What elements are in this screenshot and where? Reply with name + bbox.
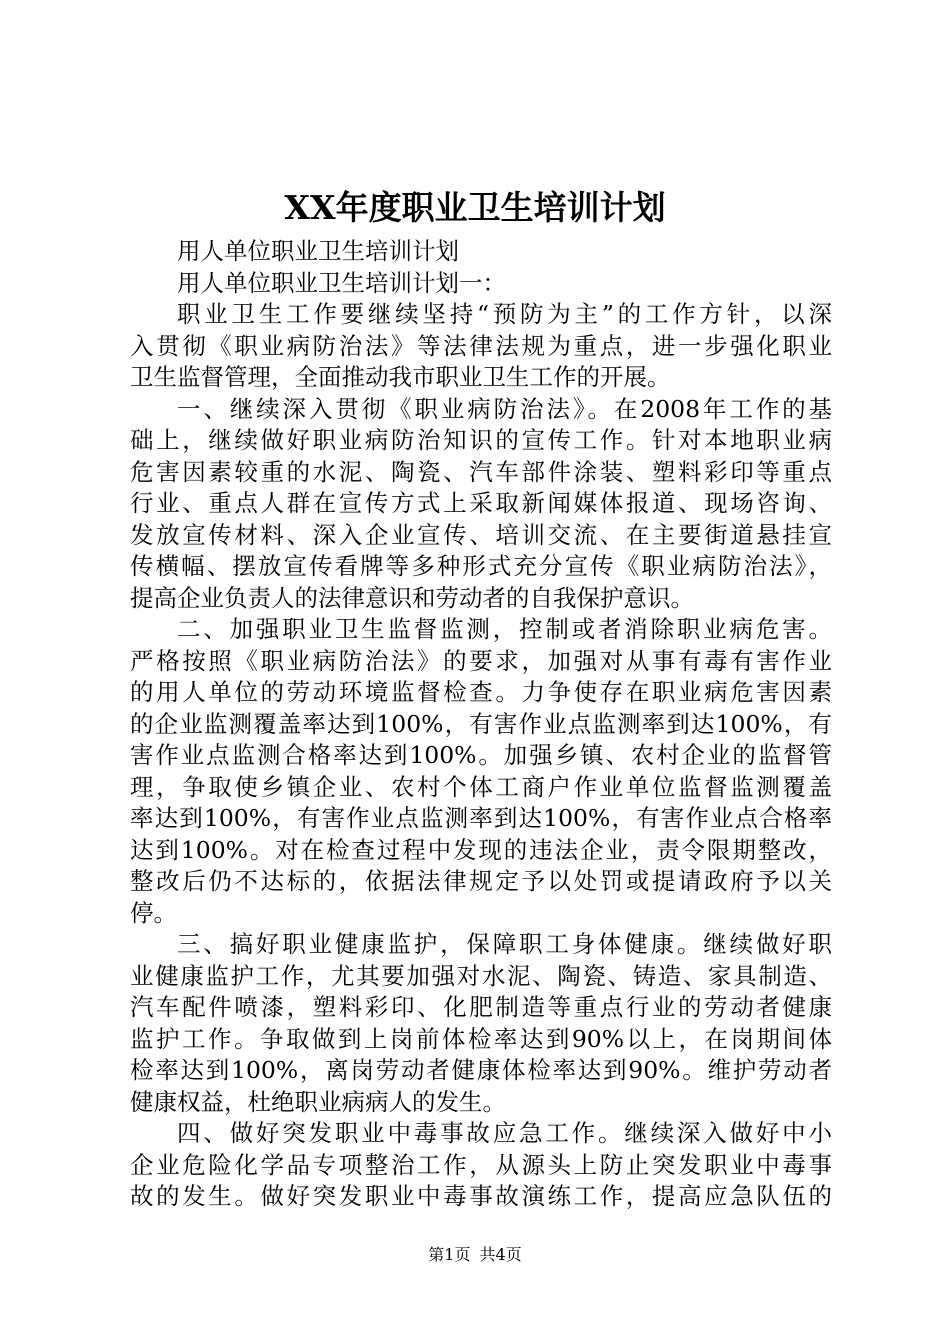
body-line: 四、做好突发职业中毒事故应急工作。继续深入做好中小 xyxy=(177,1119,832,1147)
page-number: 第1页 xyxy=(428,1245,471,1264)
body-line: 监护工作。争取做到上岗前体检率达到90%以上，在岗期间体 xyxy=(130,1024,832,1053)
body-line: 提高企业负责人的法律意识和劳动者的自我保护意识。 xyxy=(130,583,694,612)
body-line: 停。 xyxy=(130,898,177,927)
document-body xyxy=(130,236,832,1213)
body-line: 用人单位职业卫生培训计划 xyxy=(177,237,459,265)
body-line: 行业、重点人群在宣传方式上采取新闻媒体报道、现场咨询、 xyxy=(130,489,832,517)
body-line: 健康权益，杜绝职业病病人的发生。 xyxy=(130,1087,506,1116)
body-line: 理，争取使乡镇企业、农村个体工商户作业单位监督监测覆盖 xyxy=(130,772,832,801)
body-line: 整改后仍不达标的，依据法律规定予以处罚或提请政府予以关 xyxy=(130,867,832,895)
body-line: 业健康监护工作，尤其要加强对水泥、陶瓷、铸造、家具制造、 xyxy=(130,961,832,990)
page-total: 共4页 xyxy=(479,1245,522,1264)
body-line: 用人单位职业卫生培训计划一： xyxy=(177,268,506,297)
body-line: 础上，继续做好职业病防治知识的宣传工作。针对本地职业病 xyxy=(130,426,832,454)
body-line: 率达到100%，有害作业点监测率到达100%，有害作业点合格率 xyxy=(130,804,832,832)
body-line: 三、搞好职业健康监护，保障职工身体健康。继续做好职 xyxy=(177,930,832,958)
body-line: 入贯彻《职业病防治法》等法律法规为重点，进一步强化职业 xyxy=(130,331,832,360)
body-line: 一、继续深入贯彻《职业病防治法》。在2008年工作的基 xyxy=(177,394,832,423)
body-line: 危害因素较重的水泥、陶瓷、汽车部件涂装、塑料彩印等重点 xyxy=(130,457,832,486)
body-line: 的企业监测覆盖率达到100%，有害作业点监测率到达100%，有 xyxy=(130,709,832,738)
body-line: 严格按照《职业病防治法》的要求，加强对从事有毒有害作业 xyxy=(130,646,832,675)
document-title: XX年度职业卫生培训计划 xyxy=(284,188,666,227)
body-line: 二、加强职业卫生监督监测，控制或者消除职业病危害。 xyxy=(177,615,832,643)
body-line: 职业卫生工作要继续坚持“预防为主”的工作方针，以深 xyxy=(177,300,832,328)
page-footer xyxy=(0,1244,950,1266)
body-line: 企业危险化学品专项整治工作，从源头上防止突发职业中毒事 xyxy=(130,1150,832,1179)
body-line: 传横幅、摆放宣传看牌等多种形式充分宣传《职业病防治法》， xyxy=(130,552,832,580)
body-line: 检率达到100%，离岗劳动者健康体检率达到90%。维护劳动者 xyxy=(130,1056,832,1084)
body-line: 卫生监督管理，全面推动我市职业卫生工作的开展。 xyxy=(130,363,671,391)
body-line: 故的发生。做好突发职业中毒事故演练工作，提高应急队伍的 xyxy=(130,1182,832,1210)
body-line: 汽车配件喷漆，塑料彩印、化肥制造等重点行业的劳动者健康 xyxy=(130,993,832,1021)
body-line: 的用人单位的劳动环境监督检查。力争使存在职业病危害因素 xyxy=(130,678,832,706)
body-line: 达到100%。对在检查过程中发现的违法企业，责令限期整改， xyxy=(130,835,832,864)
body-line: 发放宣传材料、深入企业宣传、培训交流、在主要街道悬挂宣 xyxy=(130,520,832,549)
body-line: 害作业点监测合格率达到100%。加强乡镇、农村企业的监督管 xyxy=(130,741,832,769)
